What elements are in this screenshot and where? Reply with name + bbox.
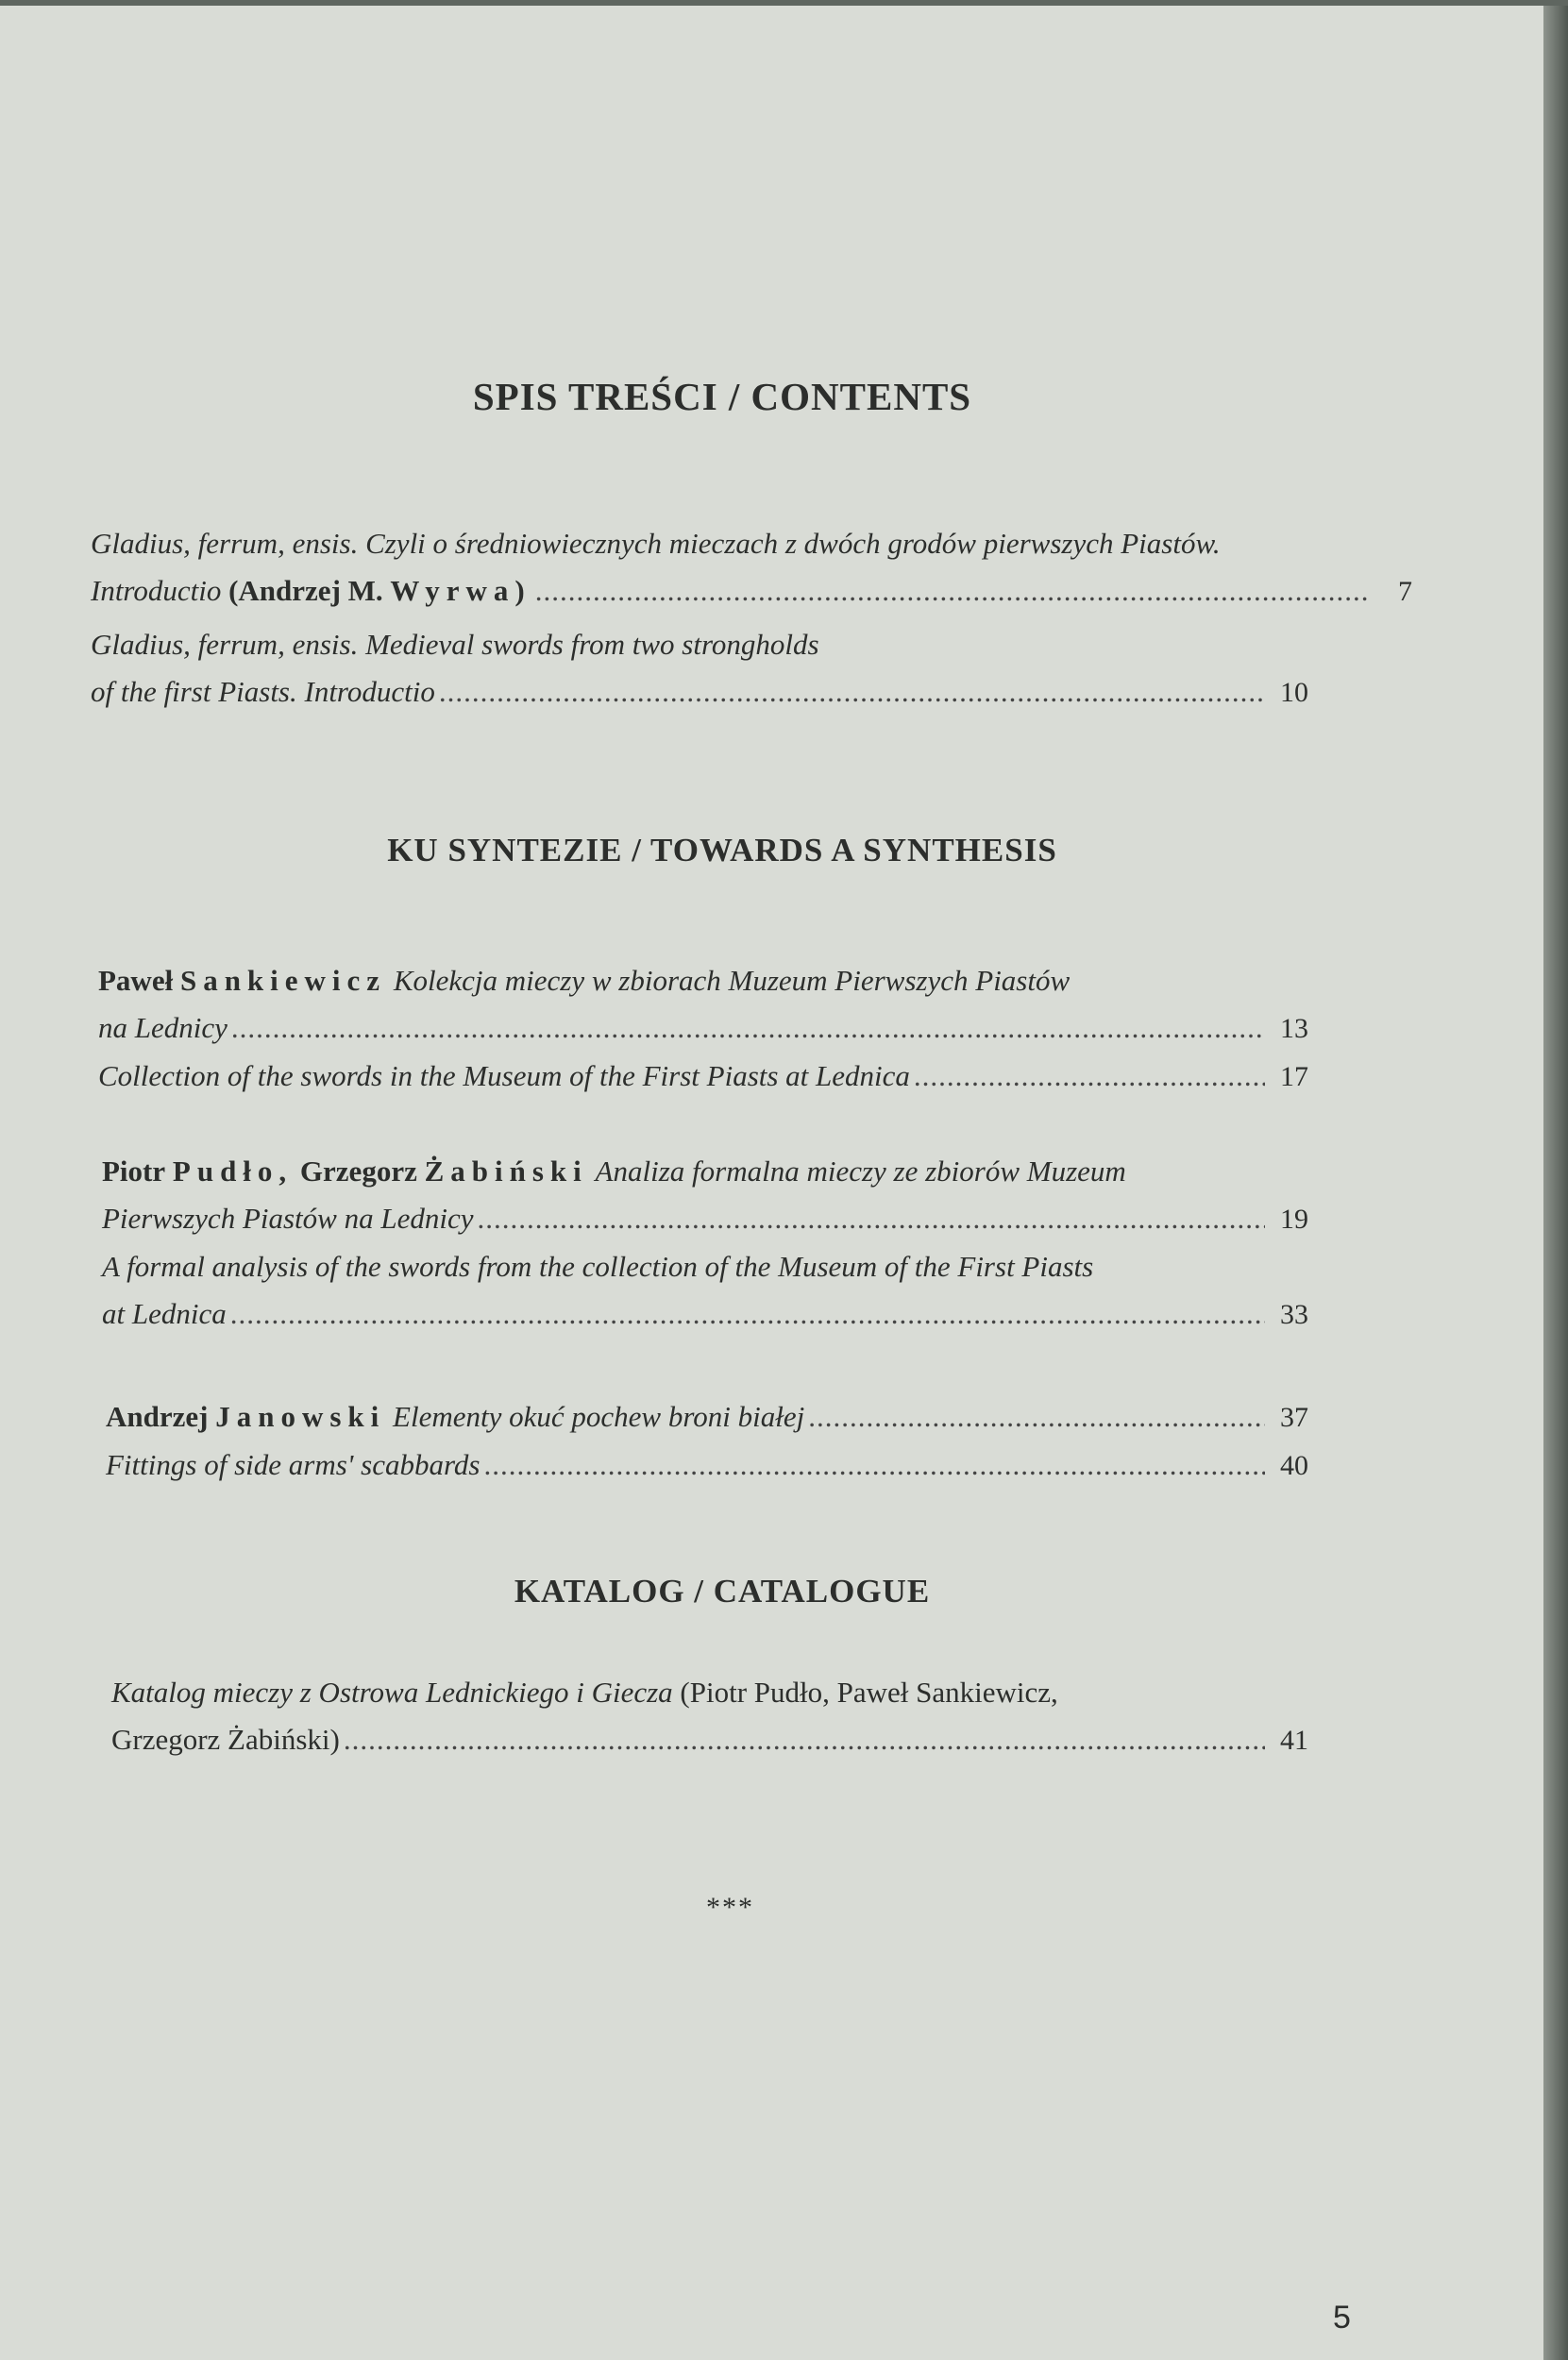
author-surname: Pudło, — [172, 1155, 294, 1188]
entry-title: Gladius, ferrum, ensis. Czyli o średniowiecznych mieczach z dwóch grodów pierwszych Piastów. — [91, 527, 1221, 560]
page-ref: 17 — [1280, 1061, 1308, 1092]
author-first-name: Andrzej — [106, 1400, 209, 1433]
page-ref: 13 — [1280, 1013, 1308, 1044]
toc-entry-janowski — [106, 1393, 1308, 1490]
page-ref: 37 — [1280, 1402, 1308, 1433]
entry-title-en: Collection of the swords in the Museum of the First Piasts at Lednica — [98, 1059, 910, 1092]
entry-title: Gladius, ferrum, ensis. Medieval swords from two strongholds — [91, 628, 819, 661]
dot-leader — [344, 1716, 1265, 1763]
entry-title-en: A formal analysis of the swords from the collection of the Museum of the First Piasts — [102, 1250, 1094, 1283]
entry-title: Analiza formalna mieczy ze zbiorów Muzeum — [595, 1155, 1126, 1188]
author-surname: Sankiewicz — [179, 964, 387, 997]
entry-title-cont: of the first Piasts. Introductio — [91, 675, 435, 708]
entry-authors-cont: Grzegorz Żabiński) — [111, 1723, 340, 1756]
entry-author-surname: Wyrwa) — [390, 574, 531, 607]
author-first-name: Paweł — [98, 964, 174, 997]
dot-leader — [535, 567, 1369, 615]
contents-heading: SPIS TREŚCI / CONTENTS — [472, 375, 972, 418]
entry-title-cont: Introductio — [91, 574, 222, 607]
dot-leader — [477, 1195, 1265, 1242]
dot-leader — [230, 1290, 1265, 1338]
entry-title-en-cont: at Lednica — [102, 1297, 227, 1330]
catalogue-heading: KATALOG / CATALOGUE — [514, 1573, 931, 1610]
entry-title: Kolekcja mieczy w zbiorach Muzeum Pierwszych Piastów — [393, 964, 1071, 997]
author-first-name: Grzegorz — [299, 1155, 417, 1188]
toc-entry-sankiewicz — [98, 957, 1308, 1101]
entry-title: Elementy okuć pochew broni białej — [393, 1400, 805, 1433]
page-ref: 41 — [1280, 1725, 1308, 1756]
entry-authors: (Piotr Pudło, Paweł Sankiewicz, — [680, 1676, 1058, 1709]
entry-title-cont: na Lednicy — [98, 1011, 228, 1044]
synthesis-heading: KU SYNTEZIE / TOWARDS A SYNTHESIS — [387, 832, 1057, 868]
dot-leader — [439, 668, 1265, 716]
toc-entry-catalogue — [111, 1669, 1308, 1764]
book-page — [0, 6, 1543, 2360]
author-first-name: Piotr — [102, 1155, 166, 1188]
author-surname: Żabiński — [424, 1155, 588, 1188]
page-number: 5 — [1333, 2300, 1351, 2335]
entry-title-en: Fittings of side arms' scabbards — [106, 1448, 481, 1481]
page-ref: 40 — [1280, 1450, 1308, 1481]
dot-leader — [231, 1004, 1265, 1052]
toc-entry-introductio-pl — [91, 520, 1412, 615]
page-ref: 33 — [1280, 1299, 1308, 1330]
dot-leader — [483, 1441, 1265, 1489]
entry-title-cont: Pierwszych Piastów na Lednicy — [102, 1202, 474, 1235]
entry-title: Katalog mieczy z Ostrowa Lednickiego i Giecza — [111, 1676, 673, 1709]
author-surname: Janowski — [215, 1400, 386, 1433]
dot-leader — [914, 1053, 1265, 1100]
toc-entry-pudlo-zabinski — [102, 1148, 1308, 1339]
section-separator: *** — [706, 1892, 754, 1923]
entry-author: (Andrzej M. — [228, 574, 383, 607]
toc-entry-introductio-en — [91, 621, 1308, 716]
page-ref: 10 — [1280, 677, 1308, 708]
page-ref: 19 — [1280, 1204, 1308, 1235]
dot-leader — [808, 1393, 1265, 1441]
page-ref: 7 — [1398, 576, 1412, 607]
